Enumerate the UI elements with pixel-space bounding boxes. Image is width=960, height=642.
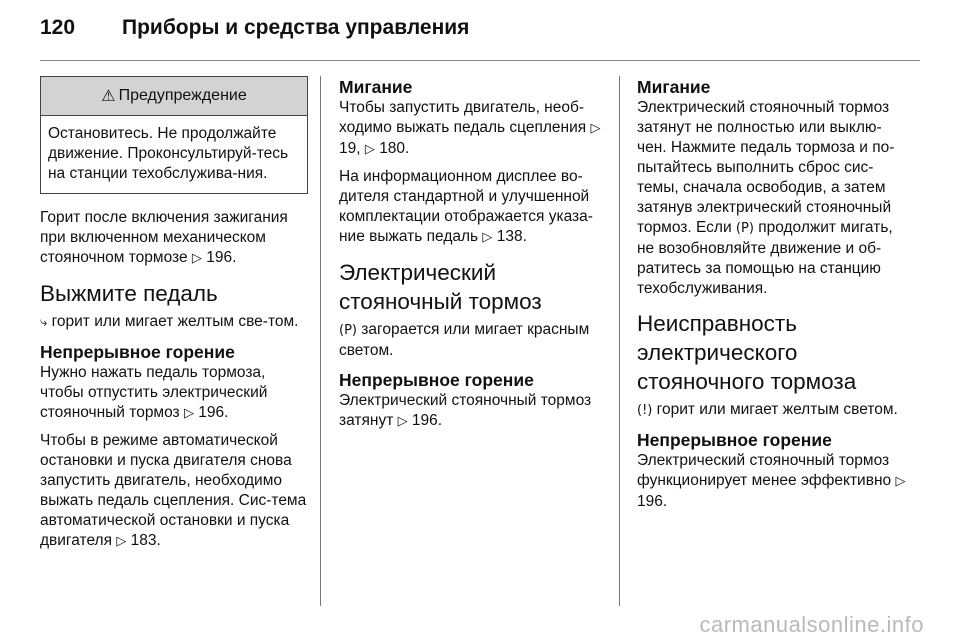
- column-3: [637, 76, 909, 519]
- info-display-paragraph: На информационном дисплее во-дителя стандартной и улучшенной комплектации отображается указа-ние выжать педаль ▷ 138.: [339, 168, 593, 245]
- column-divider-1: [320, 76, 321, 606]
- fault-steady-paragraph: Электрический стояночный тормоз функционирует менее эффективно ▷ 196.: [637, 452, 906, 510]
- section-title-epb: Электрический стояночный тормоз: [339, 260, 542, 314]
- parking-brake-icon: (P): [339, 323, 357, 338]
- brake-fault-icon: (!): [637, 403, 653, 418]
- subsection-steady-light: Непрерывное горение: [339, 370, 534, 390]
- warning-text: Остановитесь. Не продолжайте движение. Проконсультируй-тесь на станции техобслужива-ния.: [48, 125, 289, 182]
- page-ref-icon: ▷: [116, 534, 127, 549]
- page-ref-icon: ▷: [590, 121, 601, 136]
- page-ref-icon: ▷: [191, 251, 202, 266]
- page-ref[interactable]: 196.: [198, 404, 229, 421]
- epb-paragraph: (P) загорается или мигает красным светом.: [339, 321, 590, 359]
- page-ref-icon: ▷: [482, 230, 493, 245]
- page-ref-icon: ▷: [364, 142, 375, 157]
- warning-title: Предупреждение: [118, 87, 247, 104]
- column-1: [40, 76, 308, 559]
- page-title: Приборы и средства управления: [122, 16, 470, 39]
- fault-paragraph: (!) горит или мигает желтым светом.: [637, 401, 898, 418]
- page-ref[interactable]: 183.: [130, 532, 161, 549]
- page-ref[interactable]: 196.: [206, 249, 237, 266]
- page-ref[interactable]: 196.: [637, 493, 668, 510]
- autostop-paragraph: Чтобы в режиме автоматической остановки и пуска двигателя снова запустить двигатель, необходимо выжать педаль сцепления. Сис-тема автоматической остановки и пуска двигателя ▷ 183.: [40, 432, 307, 549]
- subsection-blinking: Мигание: [637, 77, 711, 97]
- page-ref-icon: ▷: [183, 406, 194, 421]
- parking-brake-icon: (P): [735, 221, 754, 236]
- section-title-epb-fault: Неисправность электрического стояночного тормоза: [637, 311, 857, 394]
- header-divider: [40, 60, 920, 61]
- steady-paragraph: Нужно нажать педаль тормоза, чтобы отпустить электрический стояночный тормоз ▷ 196.: [40, 364, 268, 421]
- page-ref[interactable]: 196.: [411, 412, 443, 429]
- warning-triangle-icon: ⚠: [101, 88, 116, 105]
- subsection-steady-light: Непрерывное горение: [637, 430, 832, 450]
- subsection-steady-light: Непрерывное горение: [40, 342, 235, 362]
- page-number: 120: [40, 16, 76, 39]
- page-header: [40, 14, 920, 50]
- watermark: carmanualsonline.info: [699, 612, 924, 637]
- warning-header: [41, 77, 307, 116]
- column-2: [339, 76, 607, 439]
- page-ref[interactable]: 19,: [339, 140, 361, 157]
- clutch-pedal-icon: ⤷: [40, 315, 48, 330]
- warning-box: [40, 76, 308, 194]
- subsection-blinking: Мигание: [339, 77, 413, 97]
- section-title-press-pedal: Выжмите педаль: [40, 281, 218, 306]
- epb-steady-paragraph: Электрический стояночный тормоз затянут ▷ 196.: [339, 392, 592, 429]
- epb-blink-paragraph: Электрический стояночный тормоз затянут не полностью или выклю-чен. Нажмите педаль тормоза и по-пытайтесь выполнить сброс сис-темы, сначала освободив, а затем затянув электрический стояночный тормоз. Если (P) продолжит мигать, не возобновляйте движение и об-ратитесь за помощью на станцию техобслуживания.: [637, 99, 895, 297]
- column-divider-2: [619, 76, 620, 606]
- page-ref-icon: ▷: [895, 474, 906, 489]
- page-ref-icon: ▷: [397, 414, 408, 429]
- page-ref[interactable]: 180.: [379, 140, 410, 157]
- intro-paragraph: Горит после включения зажигания при включенном механическом стояночном тормозе ▷ 196.: [40, 209, 288, 266]
- press-pedal-paragraph: ⤷ горит или мигает желтым све-том.: [40, 313, 299, 330]
- blink-paragraph: Чтобы запустить двигатель, необ-ходимо выжать педаль сцепления ▷ 19, ▷ 180.: [339, 99, 601, 157]
- page-ref[interactable]: 138.: [496, 228, 527, 245]
